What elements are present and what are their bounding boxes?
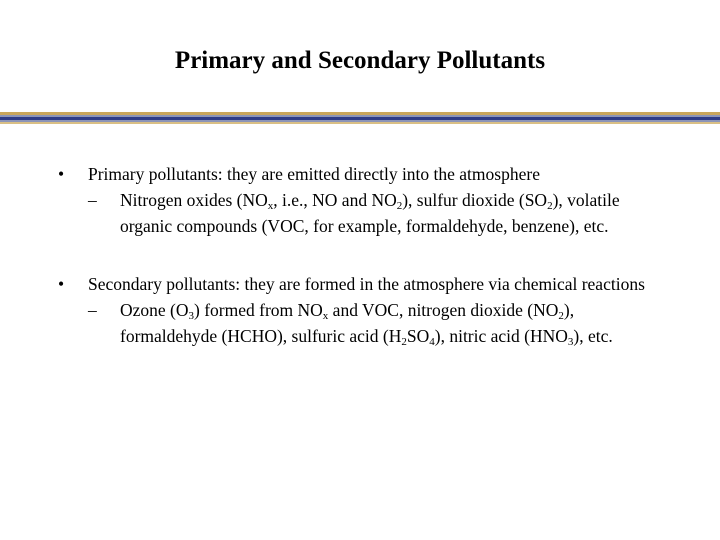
slide-body: [58, 161, 658, 349]
bullet-secondary-pollutants: [58, 271, 658, 297]
subbullet-text: Nitrogen oxides ($NO_x$, i.e., NO and $NO_2$), sulfur dioxide $(SO_2)$, volatile organic compounds (VOC, for example, formaldehyde, benzene), etc.: [120, 190, 620, 236]
bullet-marker: •: [58, 274, 65, 294]
title-divider: [0, 112, 720, 124]
subbullet-marker: –: [88, 300, 97, 320]
bullet-text: Primary pollutants: they are emitted directly into the atmosphere: [88, 164, 540, 184]
bullet-primary-pollutants: [58, 161, 658, 187]
subbullet-secondary-examples: [58, 297, 658, 349]
slide-title: Primary and Secondary Pollutants: [174, 47, 546, 74]
subbullet-primary-examples: [58, 187, 658, 239]
bullet-text: Secondary pollutants: they are formed in the atmosphere via chemical reactions: [88, 274, 645, 294]
divider-band-gold-lower: [0, 122, 720, 124]
subbullet-text: Ozone $(O_3)$ formed from $NO_x$ and VOC, nitrogen dioxide $(NO_2)$, formaldehyde (HCHO), sulfuric acid $(H_2SO_4)$, nitric acid $(HNO_3)$, etc.: [120, 300, 613, 348]
subbullet-marker: –: [88, 190, 97, 210]
bullet-marker: •: [58, 164, 65, 184]
